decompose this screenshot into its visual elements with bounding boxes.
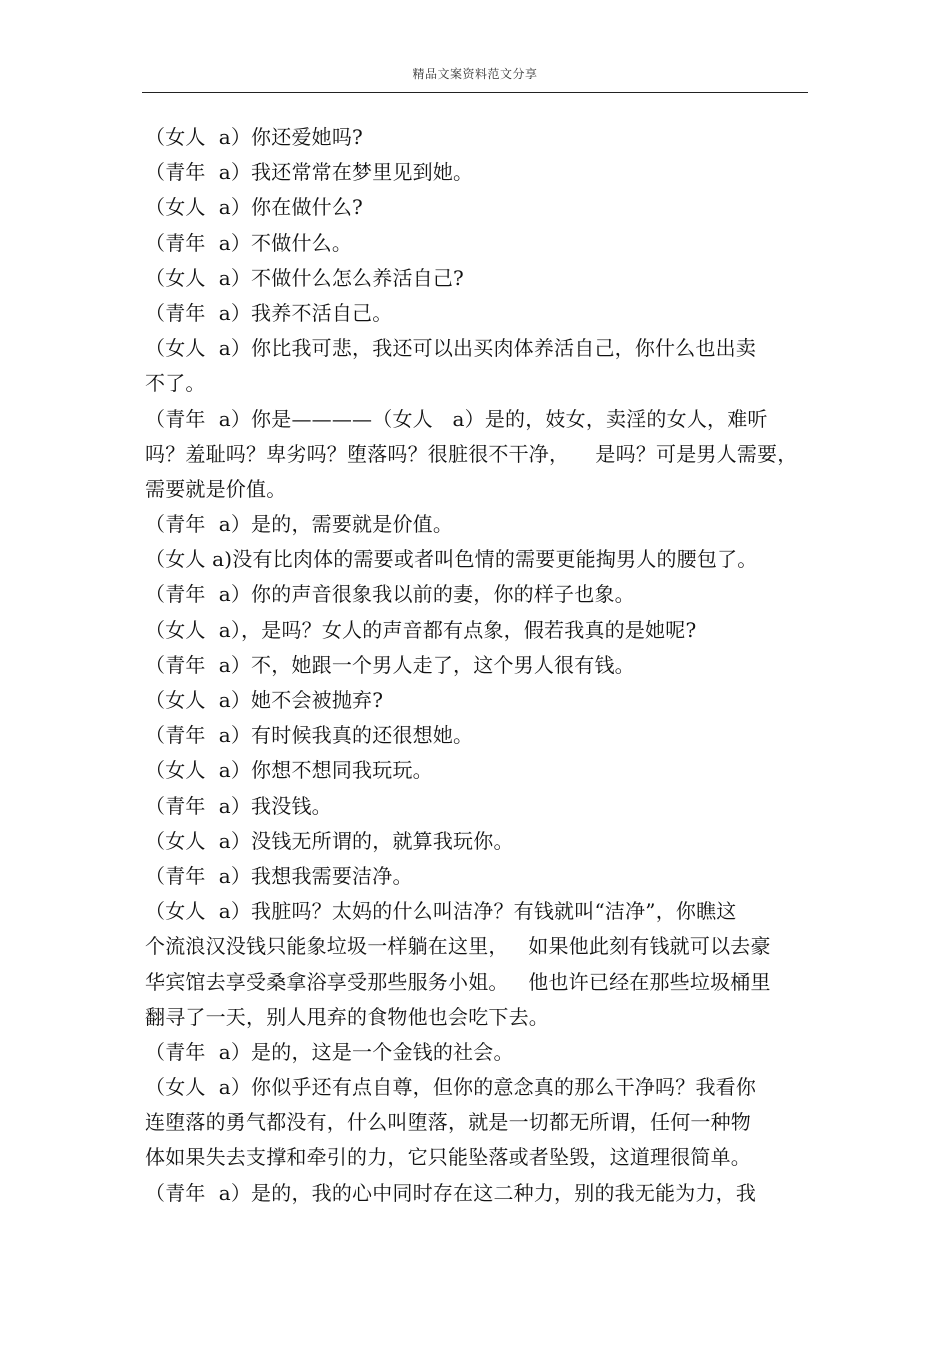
dialogue-body xyxy=(145,120,813,1211)
dialogue-line: （女人 a）她不会被抛弃? xyxy=(145,688,384,712)
page-header xyxy=(142,62,808,93)
dialogue-line: （青年 a）我没钱。 xyxy=(145,793,332,818)
dialogue-line: （女人 a）你似乎还有点自尊，但你的意念真的那么干净吗？我看你 xyxy=(145,1075,757,1100)
dialogue-line: （青年 a）我还常常在梦里见到她。 xyxy=(145,160,474,185)
dialogue-line: （女人 a）没钱无所谓的，就算我玩你。 xyxy=(145,828,514,853)
dialogue-line: 需要就是价值。 xyxy=(145,476,287,501)
dialogue-line: 体如果失去支撑和牵引的力，它只能坠落或者坠毁，这道理很简单。 xyxy=(145,1145,751,1170)
dialogue-line: （女人 a），是吗？女人的声音都有点象，假若我真的是她呢? xyxy=(145,617,697,642)
dialogue-line: （女人 a）你还爱她吗? xyxy=(145,125,363,149)
dialogue-line: 不了。 xyxy=(145,371,206,396)
dialogue-line: （青年 a）有时候我真的还很想她。 xyxy=(145,723,474,748)
dialogue-line: （青年 a）你的声音很象我以前的妻，你的样子也象。 xyxy=(145,582,635,607)
dialogue-line: 吗？羞耻吗？卑劣吗？堕落吗？很脏很不干净， 是吗？可是男人需要， xyxy=(145,441,798,466)
dialogue-line: （青年 a）是的，这是一个金钱的社会。 xyxy=(145,1039,514,1064)
dialogue-line: 翻寻了一天，别人甩弃的食物他也会吃下去。 xyxy=(145,1004,549,1029)
dialogue-line: 个流浪汉没钱只能象垃圾一样躺在这里， 如果他此刻有钱就可以去豪 xyxy=(145,934,771,959)
dialogue-line: （青年 a）是的，我的心中同时存在这二种力，别的我无能为力，我 xyxy=(145,1180,757,1205)
dialogue-line: （青年 a）我想我需要洁净。 xyxy=(145,863,413,888)
dialogue-line: 连堕落的勇气都没有，什么叫堕落，就是一切都无所谓，任何一种物 xyxy=(145,1110,751,1135)
dialogue-line: （女人 a）你想不想同我玩玩。 xyxy=(145,758,433,783)
dialogue-line: （女人 a)没有比肉体的需要或者叫色情的需要更能掏男人的腰包了。 xyxy=(145,547,758,572)
dialogue-line: （青年 a）是的，需要就是价值。 xyxy=(145,512,454,537)
header-title: 精品文案资料范文分享 xyxy=(412,67,538,81)
dialogue-line: （女人 a）我脏吗？太妈的什么叫洁净？有钱就叫“洁净”，你瞧这 xyxy=(145,899,737,924)
dialogue-line: （女人 a）不做什么怎么养活自己? xyxy=(145,265,464,290)
dialogue-line: 华宾馆去享受桑拿浴享受那些服务小姐。 他也许已经在那些垃圾桶里 xyxy=(145,969,771,994)
dialogue-line: （青年 a）不，她跟一个男人走了，这个男人很有钱。 xyxy=(145,652,635,677)
dialogue-line: （女人 a）你比我可悲，我还可以出买肉体养活自己，你什么也出卖 xyxy=(145,336,757,361)
dialogue-line: （青年 a）我养不活自己。 xyxy=(145,300,393,325)
dialogue-line: （青年 a）不做什么。 xyxy=(145,230,353,255)
dialogue-line: （青年 a）你是————（女人 a）是的，妓女，卖淫的女人，难听 xyxy=(145,406,768,431)
dialogue-line: （女人 a）你在做什么? xyxy=(145,195,363,220)
